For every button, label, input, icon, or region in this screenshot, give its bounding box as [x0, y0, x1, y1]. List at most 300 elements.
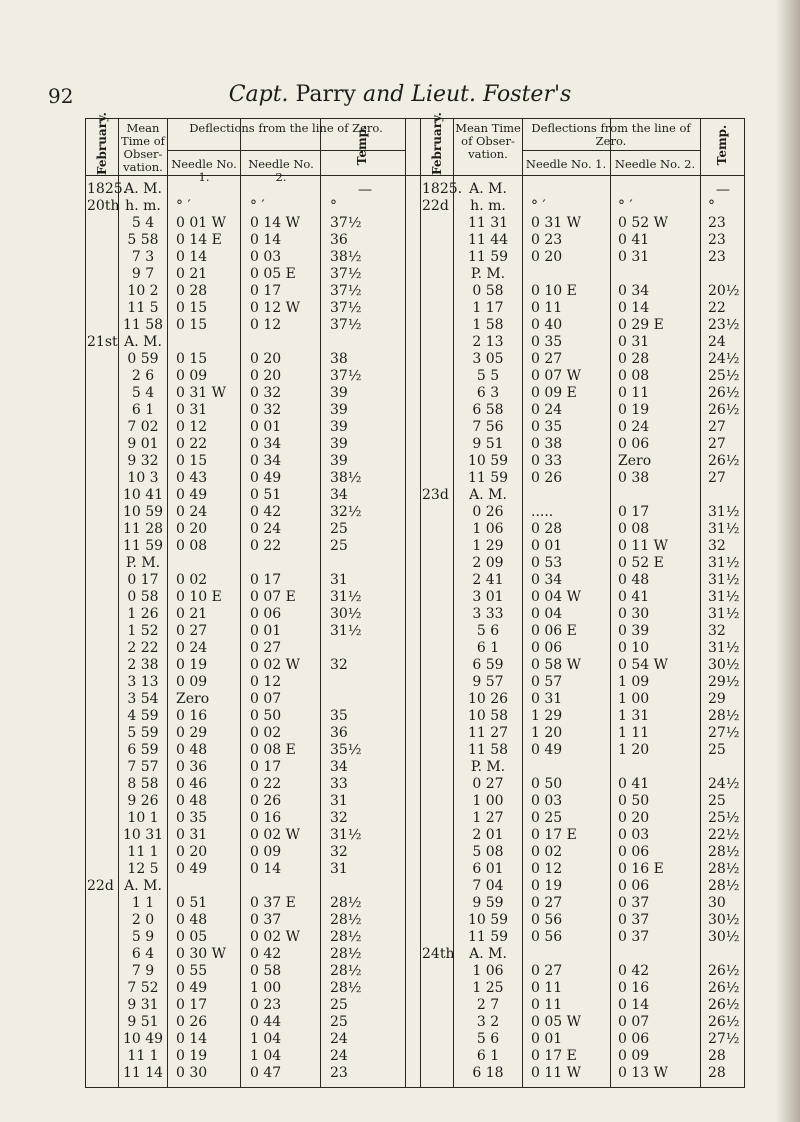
mean-time-cell: h. m. [470, 198, 506, 214]
needle-1-cell: 0 40 [531, 317, 563, 333]
temp-cell: 25 [330, 538, 348, 554]
deflections-header: Deflections from the line of Zero. [531, 121, 691, 148]
needle-2-cell: 0 06 [618, 878, 650, 894]
needle-1-cell: 0 11 W [531, 1065, 582, 1081]
needle-2-cell: 0 06 [618, 1031, 650, 1047]
needle-1-cell: 0 15 [176, 453, 208, 469]
needle-2-cell: 0 12 [250, 674, 282, 690]
needle-2-cell: 0 17 [250, 572, 282, 588]
needle-2-cell: 0 41 [618, 776, 650, 792]
mean-time-cell: 6 18 [472, 1065, 504, 1081]
mean-time-cell: 6 1 [476, 1048, 500, 1064]
needle-1-cell: 0 09 [176, 674, 208, 690]
mean-time-cell: 11 5 [127, 300, 159, 316]
needle-1-cell: 0 33 [531, 453, 563, 469]
temp-cell: 32 [330, 810, 348, 826]
mean-time-cell: 10 59 [467, 912, 509, 928]
needle-2-cell: ° ′ [618, 198, 633, 214]
needle-2-cell: 0 02 W [250, 929, 301, 945]
mean-time-cell: 3 2 [476, 1014, 500, 1030]
needle-1-cell: 0 08 [176, 538, 208, 554]
needle-2-cell: 1 00 [250, 980, 282, 996]
mean-time-cell: 9 32 [127, 453, 159, 469]
mean-time-cell: A. M. [469, 946, 507, 962]
temp-cell: 22½ [708, 827, 740, 843]
mean-time-cell: A. M. [124, 334, 162, 350]
mean-time-cell: 0 58 [472, 283, 504, 299]
needle-1-cell: 0 28 [176, 283, 208, 299]
mean-time-cell: A. M. [469, 181, 507, 197]
temp-cell: 26½ [708, 1014, 740, 1030]
needle-1-cell: 0 05 W [531, 1014, 582, 1030]
mean-time-cell: 3 33 [472, 606, 504, 622]
temp-dash: — [716, 182, 730, 198]
needle-2-cell: 0 06 [618, 844, 650, 860]
month-header: February. [430, 112, 444, 175]
mean-time-cell: 1 29 [472, 538, 504, 554]
needle-1-cell: 0 23 [531, 232, 563, 248]
needle-1-cell: 0 14 [176, 1031, 208, 1047]
needle-1-cell: 0 04 [531, 606, 563, 622]
needle-2-cell: 0 39 [618, 623, 650, 639]
temp-cell: ° [330, 198, 337, 214]
running-head [0, 82, 800, 107]
temp-cell: 28½ [708, 861, 740, 877]
needle-2-cell: 0 34 [250, 436, 282, 452]
needle-2-cell: 0 14 [618, 300, 650, 316]
needle-2-cell: 0 11 W [618, 538, 669, 554]
needle-2-cell: 0 06 [618, 436, 650, 452]
mean-time-cell: 2 13 [472, 334, 504, 350]
needle-1-cell: 0 27 [531, 351, 563, 367]
temp-dash: — [358, 182, 372, 198]
needle-2-cell: 0 47 [250, 1065, 282, 1081]
needle-1-cell: 0 30 W [176, 946, 227, 962]
needle-1-cell: 0 11 [531, 980, 563, 996]
temp-cell: 24 [708, 334, 726, 350]
mean-time-header: Mean Time of Obser- vation. [455, 121, 521, 161]
mean-time-cell: A. M. [124, 878, 162, 894]
needle-2-cell: 0 17 [250, 283, 282, 299]
needle-2-cell: 0 41 [618, 589, 650, 605]
needle-1-cell: 0 16 [176, 708, 208, 724]
needle-2-cell: 0 22 [250, 776, 282, 792]
needle-1-cell: ..... [531, 504, 554, 520]
mean-time-cell: 10 58 [467, 708, 509, 724]
needle-2-header: Needle No. 2. [614, 157, 696, 171]
needle-2-cell: 0 38 [618, 470, 650, 486]
needle-1-cell: 0 26 [176, 1014, 208, 1030]
temp-cell: 28½ [708, 708, 740, 724]
needle-1-cell: 0 28 [531, 521, 563, 537]
mean-time-cell: P. M. [470, 759, 506, 775]
needle-1-cell: 0 14 E [176, 232, 222, 248]
temp-cell: 31½ [708, 521, 740, 537]
needle-1-cell: 0 24 [531, 402, 563, 418]
mean-time-cell: 10 49 [122, 1031, 164, 1047]
temp-cell: 30 [708, 895, 726, 911]
needle-2-cell: 0 27 [250, 640, 282, 656]
needle-1-cell: 0 21 [176, 266, 208, 282]
needle-2-cell: 0 50 [250, 708, 282, 724]
needle-1-cell: 0 17 [176, 997, 208, 1013]
needle-2-cell: 0 42 [250, 504, 282, 520]
temp-cell: 25 [330, 997, 348, 1013]
needle-2-cell: 0 19 [618, 402, 650, 418]
needle-1-cell: 0 49 [176, 487, 208, 503]
temp-cell: 31½ [708, 572, 740, 588]
needle-2-cell: 0 16 E [618, 861, 664, 877]
needle-1-cell: 0 21 [176, 606, 208, 622]
temp-cell: 25 [708, 742, 726, 758]
needle-1-cell: 0 10 E [176, 589, 222, 605]
needle-1-cell: 0 15 [176, 317, 208, 333]
temp-cell: 39 [330, 402, 348, 418]
needle-1-cell: Zero [176, 691, 210, 707]
needle-2-cell: 0 41 [618, 232, 650, 248]
needle-2-cell: 0 54 W [618, 657, 669, 673]
mean-time-cell: 9 51 [472, 436, 504, 452]
needle-1-cell: 0 01 [531, 538, 563, 554]
temp-cell: 23 [708, 249, 726, 265]
needle-2-cell: 0 32 [250, 402, 282, 418]
date-label: 22d [422, 198, 449, 214]
mean-time-cell: 6 4 [131, 946, 155, 962]
mean-time-cell: 5 5 [476, 368, 500, 384]
needle-1-cell: 0 35 [531, 334, 563, 350]
needle-2-cell: 0 32 [250, 385, 282, 401]
running-head-part: and [362, 82, 405, 107]
temp-cell: 28½ [330, 946, 362, 962]
needle-2-cell: 0 08 [618, 368, 650, 384]
needle-2-cell: 1 00 [618, 691, 650, 707]
needle-2-cell: 0 49 [250, 470, 282, 486]
needle-2-cell: 0 44 [250, 1014, 282, 1030]
mean-time-cell: A. M. [124, 181, 162, 197]
temp-cell: 25½ [708, 368, 740, 384]
deflection-subheader-rule [522, 150, 700, 151]
needle-2-cell: 0 24 [250, 521, 282, 537]
needle-1-cell: 0 11 [531, 300, 563, 316]
temp-cell: 37½ [330, 215, 362, 231]
mean-time-cell: 10 31 [122, 827, 164, 843]
needle-2-cell: 0 16 [250, 810, 282, 826]
mean-time-cell: 12 5 [127, 861, 159, 877]
temp-header: Temp. [715, 124, 729, 166]
needle-2-cell: 0 09 [618, 1048, 650, 1064]
temp-cell: 25½ [708, 810, 740, 826]
needle-2-cell: 0 01 [250, 623, 282, 639]
mean-time-cell: 11 44 [467, 232, 509, 248]
needle-1-cell: 0 48 [176, 742, 208, 758]
temp-cell: 20½ [708, 283, 740, 299]
needle-2-cell: 0 14 [618, 997, 650, 1013]
mean-time-cell: 1 06 [472, 963, 504, 979]
mean-time-cell: 6 59 [472, 657, 504, 673]
mean-time-cell: 1 25 [472, 980, 504, 996]
table-column-rule [320, 118, 321, 1088]
needle-1-cell: 0 46 [176, 776, 208, 792]
mean-time-cell: 7 56 [472, 419, 504, 435]
date-label: 23d [422, 487, 449, 503]
date-label: 24th [422, 946, 455, 962]
needle-1-cell: 0 34 [531, 572, 563, 588]
mean-time-cell: 5 6 [476, 1031, 500, 1047]
temp-cell: 39 [330, 436, 348, 452]
needle-2-header: Needle No. 2. [248, 157, 314, 184]
running-head-part: Foster's [476, 82, 572, 107]
temp-cell: 39 [330, 453, 348, 469]
temp-cell: 32 [330, 844, 348, 860]
page-edge-shadow [776, 0, 800, 1122]
needle-1-cell: 0 20 [531, 249, 563, 265]
temp-cell: 27 [708, 419, 726, 435]
needle-1-cell: 0 26 [531, 470, 563, 486]
temp-cell: 28½ [330, 963, 362, 979]
needle-1-cell: 0 05 [176, 929, 208, 945]
needle-1-cell: 0 20 [176, 521, 208, 537]
mean-time-cell: 6 01 [472, 861, 504, 877]
needle-1-cell: 0 55 [176, 963, 208, 979]
mean-time-cell: A. M. [469, 487, 507, 503]
needle-1-cell: 0 07 W [531, 368, 582, 384]
needle-2-cell: 0 24 [618, 419, 650, 435]
temp-cell: 31 [330, 793, 348, 809]
mean-time-header: Mean Time of Obser- vation. [121, 121, 165, 174]
needle-1-cell: 0 09 E [531, 385, 577, 401]
table-column-rule [700, 118, 701, 1088]
temp-cell: 23 [708, 215, 726, 231]
needle-1-cell: 1 20 [531, 725, 563, 741]
needle-1-cell: 0 36 [176, 759, 208, 775]
needle-1-cell: 0 06 E [531, 623, 577, 639]
temp-cell: 39 [330, 385, 348, 401]
mean-time-cell: 9 26 [127, 793, 159, 809]
temp-cell: ° [708, 198, 715, 214]
temp-cell: 28½ [330, 895, 362, 911]
needle-1-cell: 0 35 [176, 810, 208, 826]
mean-time-cell: 0 26 [472, 504, 504, 520]
needle-1-cell: 0 31 W [531, 215, 582, 231]
temp-cell: 35 [330, 708, 348, 724]
temp-cell: 28½ [330, 912, 362, 928]
mean-time-cell: 8 58 [127, 776, 159, 792]
mean-time-cell: 10 3 [127, 470, 159, 486]
needle-2-cell: 0 11 [618, 385, 650, 401]
needle-1-cell: 0 09 [176, 368, 208, 384]
mean-time-cell: 3 54 [127, 691, 159, 707]
needle-2-cell: 0 08 E [250, 742, 296, 758]
mean-time-cell: 6 59 [127, 742, 159, 758]
table-column-rule [610, 118, 611, 1088]
month-header: February. [95, 112, 109, 175]
needle-1-cell: 0 31 [176, 402, 208, 418]
needle-2-cell: 0 28 [618, 351, 650, 367]
mean-time-cell: 0 17 [127, 572, 159, 588]
temp-cell: 26½ [708, 997, 740, 1013]
temp-cell: 30½ [708, 929, 740, 945]
temp-cell: 30½ [708, 912, 740, 928]
mean-time-cell: 9 59 [472, 895, 504, 911]
temp-cell: 32½ [330, 504, 362, 520]
temp-cell: 26½ [708, 980, 740, 996]
needle-1-cell: 0 20 [176, 844, 208, 860]
needle-2-cell: 0 12 [250, 317, 282, 333]
mean-time-cell: 5 59 [127, 725, 159, 741]
needle-1-cell: 0 04 W [531, 589, 582, 605]
mean-time-cell: 6 1 [131, 402, 155, 418]
needle-2-cell: 0 03 [250, 249, 282, 265]
mean-time-cell: 11 59 [467, 929, 509, 945]
temp-cell: 28 [708, 1048, 726, 1064]
table-column-rule [240, 118, 241, 1088]
needle-1-cell: 0 01 W [176, 215, 227, 231]
needle-2-cell: 0 09 [250, 844, 282, 860]
temp-cell: 31½ [708, 606, 740, 622]
needle-2-cell: 0 02 W [250, 827, 301, 843]
needle-1-header: Needle No. 1. [525, 157, 607, 171]
temp-cell: 28 [708, 1065, 726, 1081]
needle-1-cell: 1 29 [531, 708, 563, 724]
mean-time-cell: 10 1 [127, 810, 159, 826]
needle-1-cell: 0 51 [176, 895, 208, 911]
mean-time-cell: h. m. [125, 198, 161, 214]
mean-time-cell: 2 41 [472, 572, 504, 588]
needle-1-cell: 0 25 [531, 810, 563, 826]
mean-time-cell: 11 28 [122, 521, 164, 537]
temp-cell: 29 [708, 691, 726, 707]
needle-1-cell: 0 12 [531, 861, 563, 877]
mean-time-cell: 9 7 [131, 266, 155, 282]
needle-2-cell: 0 14 W [250, 215, 301, 231]
mean-time-cell: 2 7 [476, 997, 500, 1013]
needle-2-cell: 1 20 [618, 742, 650, 758]
temp-cell: 26½ [708, 385, 740, 401]
running-head-part: Capt. [228, 82, 289, 107]
mean-time-cell: 3 13 [127, 674, 159, 690]
needle-1-cell: 0 02 [531, 844, 563, 860]
temp-cell: 38 [330, 351, 348, 367]
needle-1-cell: ° ′ [176, 198, 191, 214]
needle-1-cell: 0 03 [531, 793, 563, 809]
mean-time-cell: 5 4 [131, 385, 155, 401]
needle-2-cell: 0 37 [618, 912, 650, 928]
temp-cell: 38½ [330, 470, 362, 486]
needle-2-cell: 0 48 [618, 572, 650, 588]
temp-cell: 34 [330, 487, 348, 503]
needle-2-cell: 0 07 E [250, 589, 296, 605]
needle-1-cell: 0 24 [176, 640, 208, 656]
mean-time-cell: 11 27 [467, 725, 509, 741]
temp-cell: 25 [708, 793, 726, 809]
date-label: 21st [87, 334, 118, 350]
mean-time-cell: 5 08 [472, 844, 504, 860]
needle-1-cell: 0 48 [176, 912, 208, 928]
mean-time-cell: 2 22 [127, 640, 159, 656]
temp-cell: 38½ [330, 249, 362, 265]
mean-time-cell: 6 3 [476, 385, 500, 401]
temp-cell: 31 [330, 572, 348, 588]
needle-1-cell: 0 17 E [531, 1048, 577, 1064]
mean-time-cell: 10 59 [122, 504, 164, 520]
temp-cell: 23 [330, 1065, 348, 1081]
needle-1-cell: 0 27 [531, 895, 563, 911]
mean-time-cell: 7 57 [127, 759, 159, 775]
needle-2-cell: 0 02 W [250, 657, 301, 673]
mean-time-cell: 10 59 [467, 453, 509, 469]
needle-1-cell: 0 58 W [531, 657, 582, 673]
needle-2-cell: 0 42 [250, 946, 282, 962]
needle-2-cell: 0 03 [618, 827, 650, 843]
temp-cell: 26½ [708, 453, 740, 469]
needle-1-cell: 0 15 [176, 300, 208, 316]
temp-cell: 28½ [330, 980, 362, 996]
needle-2-cell: ° ′ [250, 198, 265, 214]
mean-time-cell: 11 58 [122, 317, 164, 333]
needle-1-cell: 0 11 [531, 997, 563, 1013]
needle-2-cell: 0 16 [618, 980, 650, 996]
needle-2-cell: 0 07 [250, 691, 282, 707]
needle-1-cell: 0 57 [531, 674, 563, 690]
needle-2-cell: 0 01 [250, 419, 282, 435]
mean-time-cell: 5 6 [476, 623, 500, 639]
temp-cell: 37½ [330, 317, 362, 333]
needle-2-cell: 0 17 [250, 759, 282, 775]
mean-time-cell: 5 4 [131, 215, 155, 231]
needle-2-cell: 0 34 [250, 453, 282, 469]
needle-1-cell: ° ′ [531, 198, 546, 214]
needle-2-cell: 0 14 [250, 232, 282, 248]
mean-time-cell: 2 38 [127, 657, 159, 673]
needle-1-cell: 0 02 [176, 572, 208, 588]
temp-cell: 31½ [330, 623, 362, 639]
needle-1-cell: 0 27 [176, 623, 208, 639]
needle-2-cell: 0 37 [618, 929, 650, 945]
needle-2-cell: 0 58 [250, 963, 282, 979]
date-label: 1825. [87, 181, 128, 197]
temp-cell: 37½ [330, 368, 362, 384]
mean-time-cell: 1 06 [472, 521, 504, 537]
temp-cell: 39 [330, 419, 348, 435]
needle-2-cell: 0 20 [250, 351, 282, 367]
needle-2-cell: 0 42 [618, 963, 650, 979]
needle-2-cell: 1 04 [250, 1048, 282, 1064]
temp-cell: 24½ [708, 351, 740, 367]
needle-2-cell: 0 08 [618, 521, 650, 537]
needle-2-cell: 0 29 E [618, 317, 664, 333]
temp-cell: 31½ [330, 827, 362, 843]
needle-2-cell: 0 34 [618, 283, 650, 299]
needle-1-cell: 0 06 [531, 640, 563, 656]
deflection-subheader-rule [167, 150, 405, 151]
needle-2-cell: 0 10 [618, 640, 650, 656]
date-label: 20th [87, 198, 120, 214]
needle-2-cell: 0 22 [250, 538, 282, 554]
temp-cell: 26½ [708, 402, 740, 418]
temp-cell: 36 [330, 232, 348, 248]
mean-time-cell: 10 2 [127, 283, 159, 299]
temp-cell: 23 [708, 232, 726, 248]
needle-1-cell: 0 31 [176, 827, 208, 843]
needle-2-cell: 0 20 [618, 810, 650, 826]
needle-1-cell: 0 56 [531, 929, 563, 945]
needle-1-cell: 0 53 [531, 555, 563, 571]
mean-time-cell: 1 52 [127, 623, 159, 639]
needle-1-cell: 0 22 [176, 436, 208, 452]
needle-2-cell: 0 23 [250, 997, 282, 1013]
mean-time-cell: 2 09 [472, 555, 504, 571]
needle-2-cell: 1 31 [618, 708, 650, 724]
